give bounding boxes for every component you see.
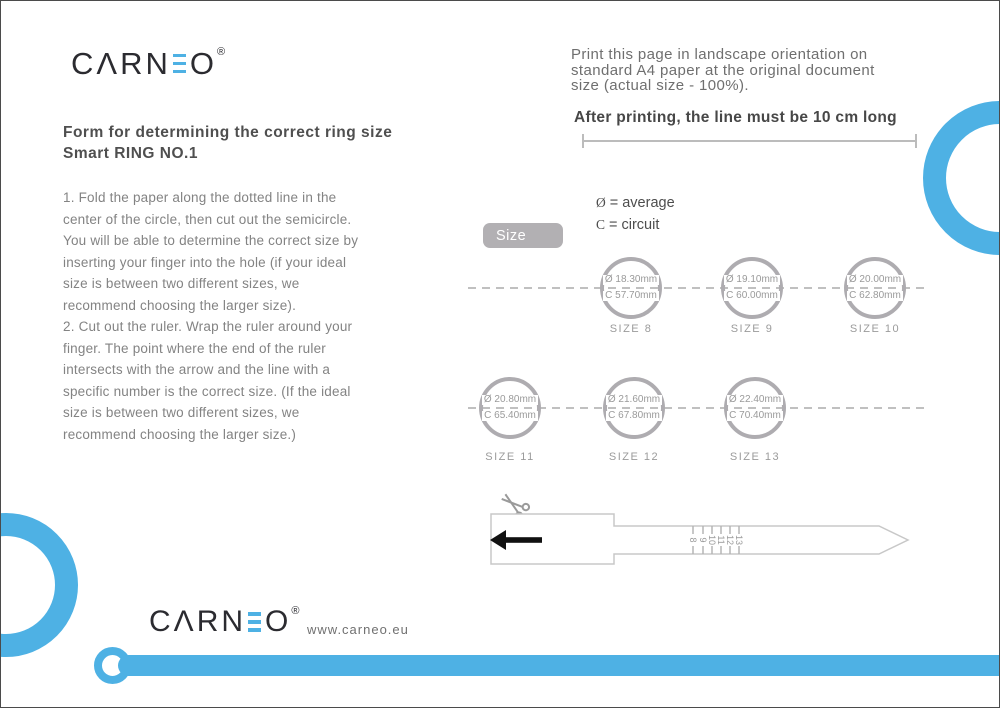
registered-trademark: ® [217, 46, 226, 58]
instruction-line: finger. The point where the end of the ruler [63, 340, 326, 356]
size-circle-9 [721, 257, 783, 319]
form-title [63, 122, 392, 164]
logo-e-bars-icon [248, 612, 261, 632]
instruction-line: recommend choosing the larger size). [63, 297, 297, 313]
instruction-line: intersects with the arrow and the line with a [63, 362, 331, 377]
ruler-mark: 13 [734, 534, 744, 546]
ruler-mark: 11 [716, 535, 726, 545]
ruler-mark: 9 [698, 537, 708, 543]
instruction-line: inserting your finger into the hole (if your ideal [63, 254, 347, 270]
size-circle-11 [479, 377, 541, 439]
logo-letters-prefix: CΛRN [149, 605, 247, 638]
size-circle-12 [603, 377, 665, 439]
instruction-line: 1. Fold the paper along the dotted line in the [63, 190, 337, 205]
decorative-bottom-bar [118, 655, 1000, 676]
circumference-value: C 65.40mm [484, 410, 536, 421]
legend-average [596, 192, 675, 214]
instructions [63, 187, 358, 445]
circumference-value: C 70.40mm [729, 410, 781, 421]
measure-line-rule [582, 140, 917, 142]
instruction-line: specific number is the correct size. (If the ideal [63, 383, 351, 399]
print-note [571, 47, 875, 94]
instruction-line: 2. Cut out the ruler. Wrap the ruler around your [63, 319, 353, 334]
logo-e-bars-icon [173, 54, 186, 74]
instruction-line: You will be able to determine the correct size by [63, 233, 359, 248]
print-note-line: standard A4 paper at the original document [571, 61, 875, 79]
diameter-value: Ø 20.00mm [848, 274, 902, 285]
decorative-ring-bottom-left [0, 513, 78, 657]
logo-letters-suffix: O [265, 605, 292, 638]
legend [596, 192, 675, 236]
instruction-line: size is between two different sizes, we [63, 405, 300, 420]
website-url: www.carneo.eu [307, 622, 409, 637]
logo-letters-suffix: O [189, 46, 217, 81]
diameter-value: Ø 18.30mm [604, 274, 658, 285]
carneo-logo [71, 48, 225, 79]
circumference-value: C 62.80mm [849, 290, 901, 301]
instruction-line: recommend choosing the larger size.) [63, 426, 297, 442]
legend-circuit [596, 214, 675, 236]
calibration-measure-line [582, 134, 917, 148]
print-note-line: Print this page in landscape orientation on [571, 46, 868, 63]
logo-letters-prefix: CΛRN [71, 46, 171, 81]
instruction-line: size is between two different sizes, we [63, 276, 300, 291]
circumference-symbol: C [596, 217, 606, 232]
instruction-line: center of the circle, then cut out the semicircle. [63, 211, 352, 227]
circumference-value: C 67.80mm [608, 410, 660, 421]
ruler-cutout [481, 491, 921, 581]
diameter-value: Ø 19.10mm [725, 274, 779, 285]
diameter-value: Ø 21.60mm [607, 394, 661, 405]
print-note-line: size (actual size - 100%). [571, 77, 749, 94]
diameter-value: Ø 22.40mm [728, 394, 782, 405]
diameter-symbol: Ø [596, 195, 606, 210]
size-label-13: SIZE 13 [729, 451, 781, 463]
legend-average-text: = average [609, 195, 675, 211]
size-badge: Size [483, 223, 563, 248]
calibration-heading: After printing, the line must be 10 cm long [574, 109, 897, 126]
legend-circuit-text: = circuit [609, 217, 660, 233]
size-label-10: SIZE 10 [849, 323, 901, 335]
carneo-logo-footer [149, 607, 300, 637]
size-circle-13 [724, 377, 786, 439]
size-circle-8 [600, 257, 662, 319]
size-label-12: SIZE 12 [608, 451, 660, 463]
registered-trademark: ® [291, 605, 300, 617]
measure-line-right-tick [915, 134, 917, 148]
size-label-9: SIZE 9 [730, 323, 774, 335]
size-circle-10 [844, 257, 906, 319]
size-label-8: SIZE 8 [609, 323, 653, 335]
decorative-ring-top-right [923, 101, 1000, 255]
ruler-mark: 10 [707, 534, 717, 546]
circumference-value: C 57.70mm [605, 290, 657, 301]
ruler-svg [481, 491, 921, 581]
form-title-line1: Form for determining the correct ring size [63, 124, 393, 141]
circumference-value: C 60.00mm [726, 290, 778, 301]
diameter-value: Ø 20.80mm [483, 394, 537, 405]
form-title-line2: Smart RING NO.1 [63, 145, 198, 162]
ruler-mark: 8 [688, 537, 698, 543]
ruler-mark: 12 [725, 534, 735, 546]
size-label-11: SIZE 11 [485, 451, 535, 463]
